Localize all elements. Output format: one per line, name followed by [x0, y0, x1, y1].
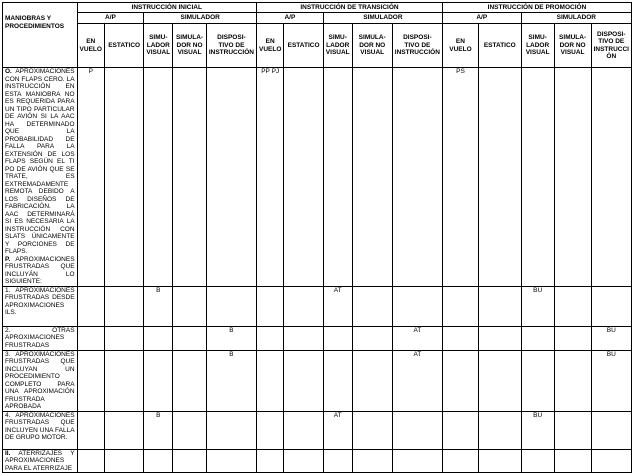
col-estatico: ESTATICO — [104, 24, 143, 68]
procedure-description — [3, 68, 78, 287]
simulador-header: SIMULADOR — [521, 13, 631, 24]
procedure-description — [3, 411, 78, 449]
training-mark-cell: BU — [521, 286, 554, 326]
table-row — [3, 326, 632, 350]
training-mark-cell — [284, 449, 323, 473]
training-mark-cell — [352, 411, 392, 449]
training-mark-cell — [352, 286, 392, 326]
training-mark-cell — [206, 411, 256, 449]
training-mark-cell: B — [144, 411, 173, 449]
training-mark-cell — [256, 449, 283, 473]
training-mark-cell: B — [206, 350, 256, 411]
training-mark-cell — [77, 286, 104, 326]
simulador-header: SIMULADOR — [323, 13, 442, 24]
training-mark-cell — [352, 68, 392, 287]
training-mark-cell — [284, 286, 323, 326]
training-mark-cell: PP PJ — [256, 68, 283, 287]
procedure-text: APROXIMACIONES FRUSTRADAS DESDE APROXIMACIONES ILS. — [5, 286, 75, 316]
training-mark-cell — [206, 286, 256, 326]
training-mark-cell — [442, 286, 478, 326]
group-header-promocion: INSTRUCCIÓN DE PROMOCIÓN — [442, 3, 631, 13]
training-mark-cell — [521, 326, 554, 350]
training-mark-cell — [173, 350, 207, 411]
procedure-description — [3, 350, 78, 411]
ap-header: A/P — [256, 13, 323, 24]
training-mark-cell — [77, 326, 104, 350]
training-mark-cell — [442, 326, 478, 350]
training-mark-cell — [591, 449, 631, 473]
training-mark-cell — [206, 449, 256, 473]
training-mark-cell: BU — [521, 411, 554, 449]
training-mark-cell — [256, 286, 283, 326]
training-mark-cell: AT — [323, 411, 352, 449]
training-mark-cell — [77, 350, 104, 411]
training-mark-cell — [144, 350, 173, 411]
training-mark-cell — [392, 68, 442, 287]
training-mark-cell — [206, 68, 256, 287]
training-mark-cell — [104, 68, 143, 287]
table-row — [3, 350, 632, 411]
training-mark-cell — [284, 68, 323, 287]
ap-header: A/P — [442, 13, 521, 24]
training-mark-cell — [521, 350, 554, 411]
training-mark-cell — [392, 449, 442, 473]
training-mark-cell — [144, 68, 173, 287]
training-mark-cell — [554, 286, 591, 326]
training-mark-cell: AT — [392, 350, 442, 411]
training-mark-cell — [521, 68, 554, 287]
training-mark-cell — [256, 350, 283, 411]
procedure-text: APROXIMACIONES FRUSTRADAS QUE INCLUYEN UNA FALLA DE GRUPO MOTOR. — [5, 411, 75, 441]
col-simulador-no-visual: SIMULA- DOR NO VISUAL — [554, 24, 591, 68]
training-mark-cell — [352, 449, 392, 473]
col-simulador-no-visual: SIMULA- DOR NO VISUAL — [173, 24, 207, 68]
training-mark-cell — [352, 350, 392, 411]
training-mark-cell: BU — [591, 326, 631, 350]
training-mark-cell — [591, 411, 631, 449]
training-mark-cell — [104, 286, 143, 326]
training-mark-cell — [478, 449, 521, 473]
training-mark-cell: AT — [323, 286, 352, 326]
training-mark-cell — [104, 411, 143, 449]
procedure-description — [3, 286, 78, 326]
training-mark-cell — [521, 449, 554, 473]
training-mark-cell — [554, 326, 591, 350]
training-mark-cell — [442, 449, 478, 473]
procedure-number: II. — [5, 449, 11, 457]
procedure-number: 2. — [5, 326, 11, 334]
procedure-number: O. — [5, 68, 12, 75]
training-mark-cell — [554, 68, 591, 287]
training-mark-cell — [442, 350, 478, 411]
training-mark-cell — [256, 411, 283, 449]
training-mark-cell — [77, 449, 104, 473]
col-simulador-no-visual: SIMULA- DOR NO VISUAL — [352, 24, 392, 68]
col-estatico: ESTATICO — [284, 24, 323, 68]
training-mark-cell — [392, 411, 442, 449]
training-mark-cell — [173, 286, 207, 326]
training-mark-cell — [173, 449, 207, 473]
col-en-vuelo: EN VUELO — [442, 24, 478, 68]
col-simulador-visual: SIMU- LADOR VISUAL — [323, 24, 352, 68]
table-body — [3, 68, 632, 473]
training-mark-cell — [284, 326, 323, 350]
training-mark-cell — [144, 449, 173, 473]
table-row — [3, 68, 632, 287]
simulador-header: SIMULADOR — [144, 13, 257, 24]
procedure-text: OTRAS APROXIMACIONES FRUSTRADAS — [5, 326, 75, 349]
maniobras-header: MANIOBRAS Y PROCEDIMIENTOS — [3, 3, 78, 68]
procedure-number: 1. — [5, 286, 11, 294]
training-mark-cell: B — [144, 286, 173, 326]
training-mark-cell — [591, 286, 631, 326]
procedure-text: ATERRIZAJES Y APROXIMACIONES PARA EL ATERRIZAJE — [5, 449, 75, 472]
group-header-transicion: INSTRUCCIÓN DE TRANSICIÓN — [256, 3, 442, 13]
col-dispositivo-instruccion: DISPOSI- TIVO DE INSTRUCCI ÓN — [591, 24, 631, 68]
training-mark-cell — [256, 326, 283, 350]
training-mark-cell — [554, 350, 591, 411]
procedure-number: P. — [5, 255, 11, 263]
col-en-vuelo: EN VUELO — [256, 24, 283, 68]
table-row — [3, 286, 632, 326]
col-simulador-visual: SIMU- LADOR VISUAL — [521, 24, 554, 68]
training-mark-cell — [323, 350, 352, 411]
col-en-vuelo: EN VUELO — [77, 24, 104, 68]
training-mark-cell — [323, 326, 352, 350]
training-mark-cell — [478, 350, 521, 411]
training-mark-cell — [352, 326, 392, 350]
training-mark-cell — [173, 326, 207, 350]
training-mark-cell — [478, 286, 521, 326]
ap-header: A/P — [77, 13, 144, 24]
training-mark-cell — [323, 449, 352, 473]
training-mark-cell: P — [77, 68, 104, 287]
procedure-description — [3, 449, 78, 473]
training-mark-cell: B — [206, 326, 256, 350]
training-mark-cell — [284, 411, 323, 449]
training-mark-cell: AT — [392, 326, 442, 350]
training-mark-cell — [478, 326, 521, 350]
training-mark-cell — [144, 326, 173, 350]
training-mark-cell — [284, 350, 323, 411]
procedure-text: APROXIMACIONES FRUSTRADAS QUE INCLUYÁN LO SIGUIENTE: — [5, 255, 75, 285]
procedure-text: APROXIMACIONES CON FLAPS CERO. LA INSTRUCCIÓN EN ESTA MANIOBRA NO ES REQUERIDA PARA UN TIPO PARTICULAR DE AVIÓN SI LA AAC HA DETERMINADO QUE LA PROBABILIDAD DE FALLA PARA LA EXTENSIÓN DE LOS FLAPS SEGÚN EL TI PO DE AVIÓN QUE SE TRATE, ES EXTREMADAMENTE REMOTA DEBIDO A LOS DISEÑOS DE FABRICACIÓN. LA AAC DETERMINARÁ SI ES NECESARIA LA INSTRUCCIÓN CON SLATS ÚNICAMENTE Y PORCIONES DE FLAPS. — [5, 68, 75, 255]
training-mark-cell — [104, 350, 143, 411]
col-estatico: ESTATICO — [478, 24, 521, 68]
procedure-text: APROXIMACIONES FRUSTRADAS QUE INCLUYAN UN PROCEDIMIENTO COMPLETO PARA UNA APROXIMACIÓN FRUSTRADA APROBADA — [5, 350, 75, 410]
training-mark-cell — [478, 411, 521, 449]
training-mark-cell — [323, 68, 352, 287]
procedure-number: 3. — [5, 350, 11, 358]
col-dispositivo-instruccion: DISPOSI- TIVO DE INSTRUCCIÓN — [206, 24, 256, 68]
procedure-number: 4. — [5, 411, 11, 419]
col-dispositivo-instruccion: DISPOSI- TIVO DE INSTRUCCIÓN — [392, 24, 442, 68]
group-header-inicial: INSTRUCCIÓN INICIAL — [77, 3, 256, 13]
training-mark-cell — [104, 449, 143, 473]
training-mark-cell — [392, 286, 442, 326]
training-mark-cell — [442, 411, 478, 449]
training-mark-cell — [478, 68, 521, 287]
training-mark-cell — [173, 68, 207, 287]
training-mark-cell — [104, 326, 143, 350]
training-mark-cell — [554, 411, 591, 449]
table-row — [3, 411, 632, 449]
training-mark-cell — [173, 411, 207, 449]
col-simulador-visual: SIMU- LADOR VISUAL — [144, 24, 173, 68]
procedure-description — [3, 326, 78, 350]
training-matrix-table — [2, 2, 632, 473]
training-mark-cell — [554, 449, 591, 473]
training-mark-cell — [591, 68, 631, 287]
table-row — [3, 449, 632, 473]
training-mark-cell — [77, 411, 104, 449]
training-mark-cell: BU — [591, 350, 631, 411]
training-mark-cell: PS — [442, 68, 478, 287]
